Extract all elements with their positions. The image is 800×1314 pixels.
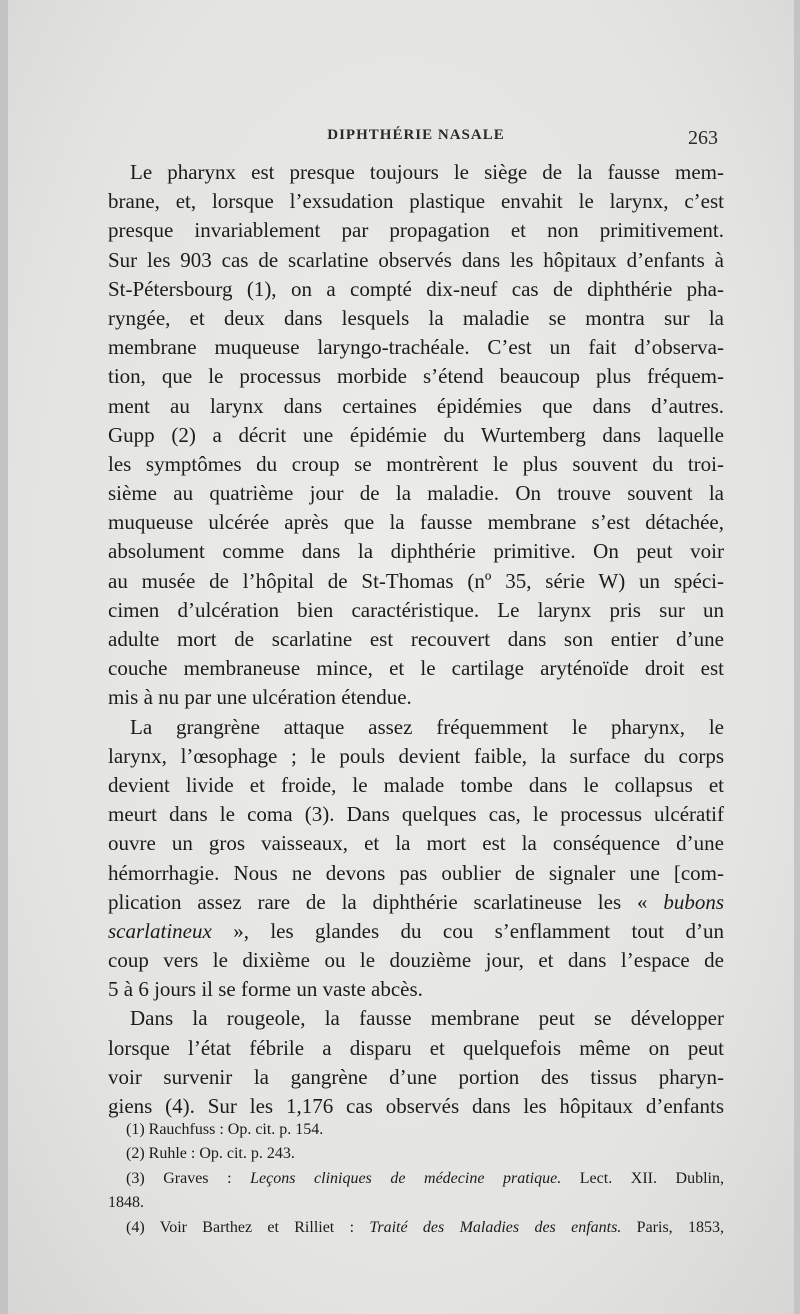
text-line: St-Pétersbourg (1), on a compté dix-neuf cas de diphthérie pha- [108, 276, 724, 301]
text-line: meurt dans le coma (3). Dans quelques cas, le processus ulcératif [108, 802, 724, 827]
text-line: voir survenir la gangrène d’une portion des tissus pharyn- [108, 1064, 724, 1089]
text-line: Gupp (2) a décrit une épidémie du Wurtemberg dans laquelle [108, 422, 724, 447]
text-line: Le pharynx est presque toujours le siège de la fausse mem- [130, 160, 724, 184]
text-line-with-italic [108, 888, 724, 917]
text-line: muqueuse ulcérée après que la fausse membrane s’est détachée, [108, 510, 724, 535]
footnote-text: Lect. XII. Dublin, [561, 1169, 724, 1187]
text-line: tion, que le processus morbide s’étend beaucoup plus fréquem- [108, 364, 724, 389]
text-line: hémorrhagie. Nous ne devons pas oublier de signaler une [com- [108, 860, 724, 885]
text-line: sième au quatrième jour de la maladie. On trouve souvent la [108, 481, 724, 506]
text-line: Dans la rougeole, la fausse membrane peut se développer [130, 1006, 724, 1031]
text-line: ouvre un gros vaisseaux, et la mort est la conséquence d’une [108, 831, 724, 856]
text-line: au musée de l’hôpital de St-Thomas (nº 35, série W) un spéci- [108, 568, 724, 593]
body-text [108, 158, 724, 1121]
text-line-with-italic [108, 917, 724, 946]
text-line: les symptômes du croup se montrèrent le plus souvent du troi- [108, 451, 724, 476]
text-line: cimen d’ulcération bien caractéristique. Le larynx pris sur un [108, 597, 724, 622]
footnote-2: (2) Ruhle : Op. cit. p. 243. [126, 1145, 295, 1163]
text-line: ment au larynx dans certaines épidémies que dans d’autres. [108, 393, 724, 418]
text-line: larynx, l’œsophage ; le pouls devient faible, la surface du corps [108, 743, 724, 768]
footnote-1: (1) Rauchfuss : Op. cit. p. 154. [126, 1121, 324, 1138]
footnote-title: Traité des Maladies des enfants. [369, 1218, 622, 1236]
text-line: 5 à 6 jours il se forme un vaste abcès. [108, 977, 423, 1002]
text-line: absolument comme dans la diphthérie primitive. On peut voir [108, 539, 724, 564]
book-page [8, 0, 794, 1314]
text-line: La grangrène attaque assez fréquemment le pharynx, le [130, 714, 724, 739]
footnote-text: Paris, 1853, [621, 1218, 725, 1236]
running-head [108, 127, 724, 151]
text-line: devient livide et froide, le malade tombe dans le collapsus et [108, 772, 724, 797]
text-line: adulte mort de scarlatine est recouvert dans son entier d’une [108, 627, 724, 651]
text-segment: », les glandes du cou s’enflamment tout d’un [211, 918, 724, 943]
text-line: lorsque l’état fébrile a disparu et quelquefois même on peut [108, 1035, 724, 1060]
footnote-text: (4) Voir Barthez et Rilliet : [126, 1218, 370, 1236]
text-line: presque invariablement par propagation et non primitivement. [108, 218, 724, 243]
text-line: coup vers le dixième ou le douzième jour, et dans l’espace de [108, 948, 724, 973]
footnote-title: Leçons cliniques de médecine pratique. [250, 1169, 562, 1187]
italic-term: scarlatineux [108, 918, 212, 943]
text-line: Sur les 903 cas de scarlatine observés dans les hôpitaux d’enfants à [108, 247, 724, 272]
footnote-3 [108, 1167, 724, 1191]
footnote-4 [108, 1216, 724, 1240]
footnote-text: (3) Graves : [126, 1169, 251, 1187]
running-title: DIPHTHÉRIE NASALE [327, 127, 505, 143]
text-segment: plication assez rare de la diphthérie scarlatineuse les « [108, 889, 664, 914]
text-line: giens (4). Sur les 1,176 cas observés dans les hôpitaux d’enfants [108, 1094, 724, 1118]
footnote-3-continuation: 1848. [108, 1194, 144, 1212]
page-number: 263 [688, 127, 718, 149]
text-line: mis à nu par une ulcération étendue. [108, 685, 412, 710]
text-line: ryngée, et deux dans lesquels la maladie se montra sur la [108, 305, 724, 330]
text-line: couche membraneuse mince, et le cartilage aryténoïde droit est [108, 656, 724, 681]
text-line: membrane muqueuse laryngo-trachéale. C’est un fait d’observa- [108, 335, 724, 360]
footnotes [108, 1118, 724, 1240]
text-line: brane, et, lorsque l’exsudation plastique envahit le larynx, c’est [108, 189, 724, 214]
italic-term: bubons [663, 889, 724, 914]
